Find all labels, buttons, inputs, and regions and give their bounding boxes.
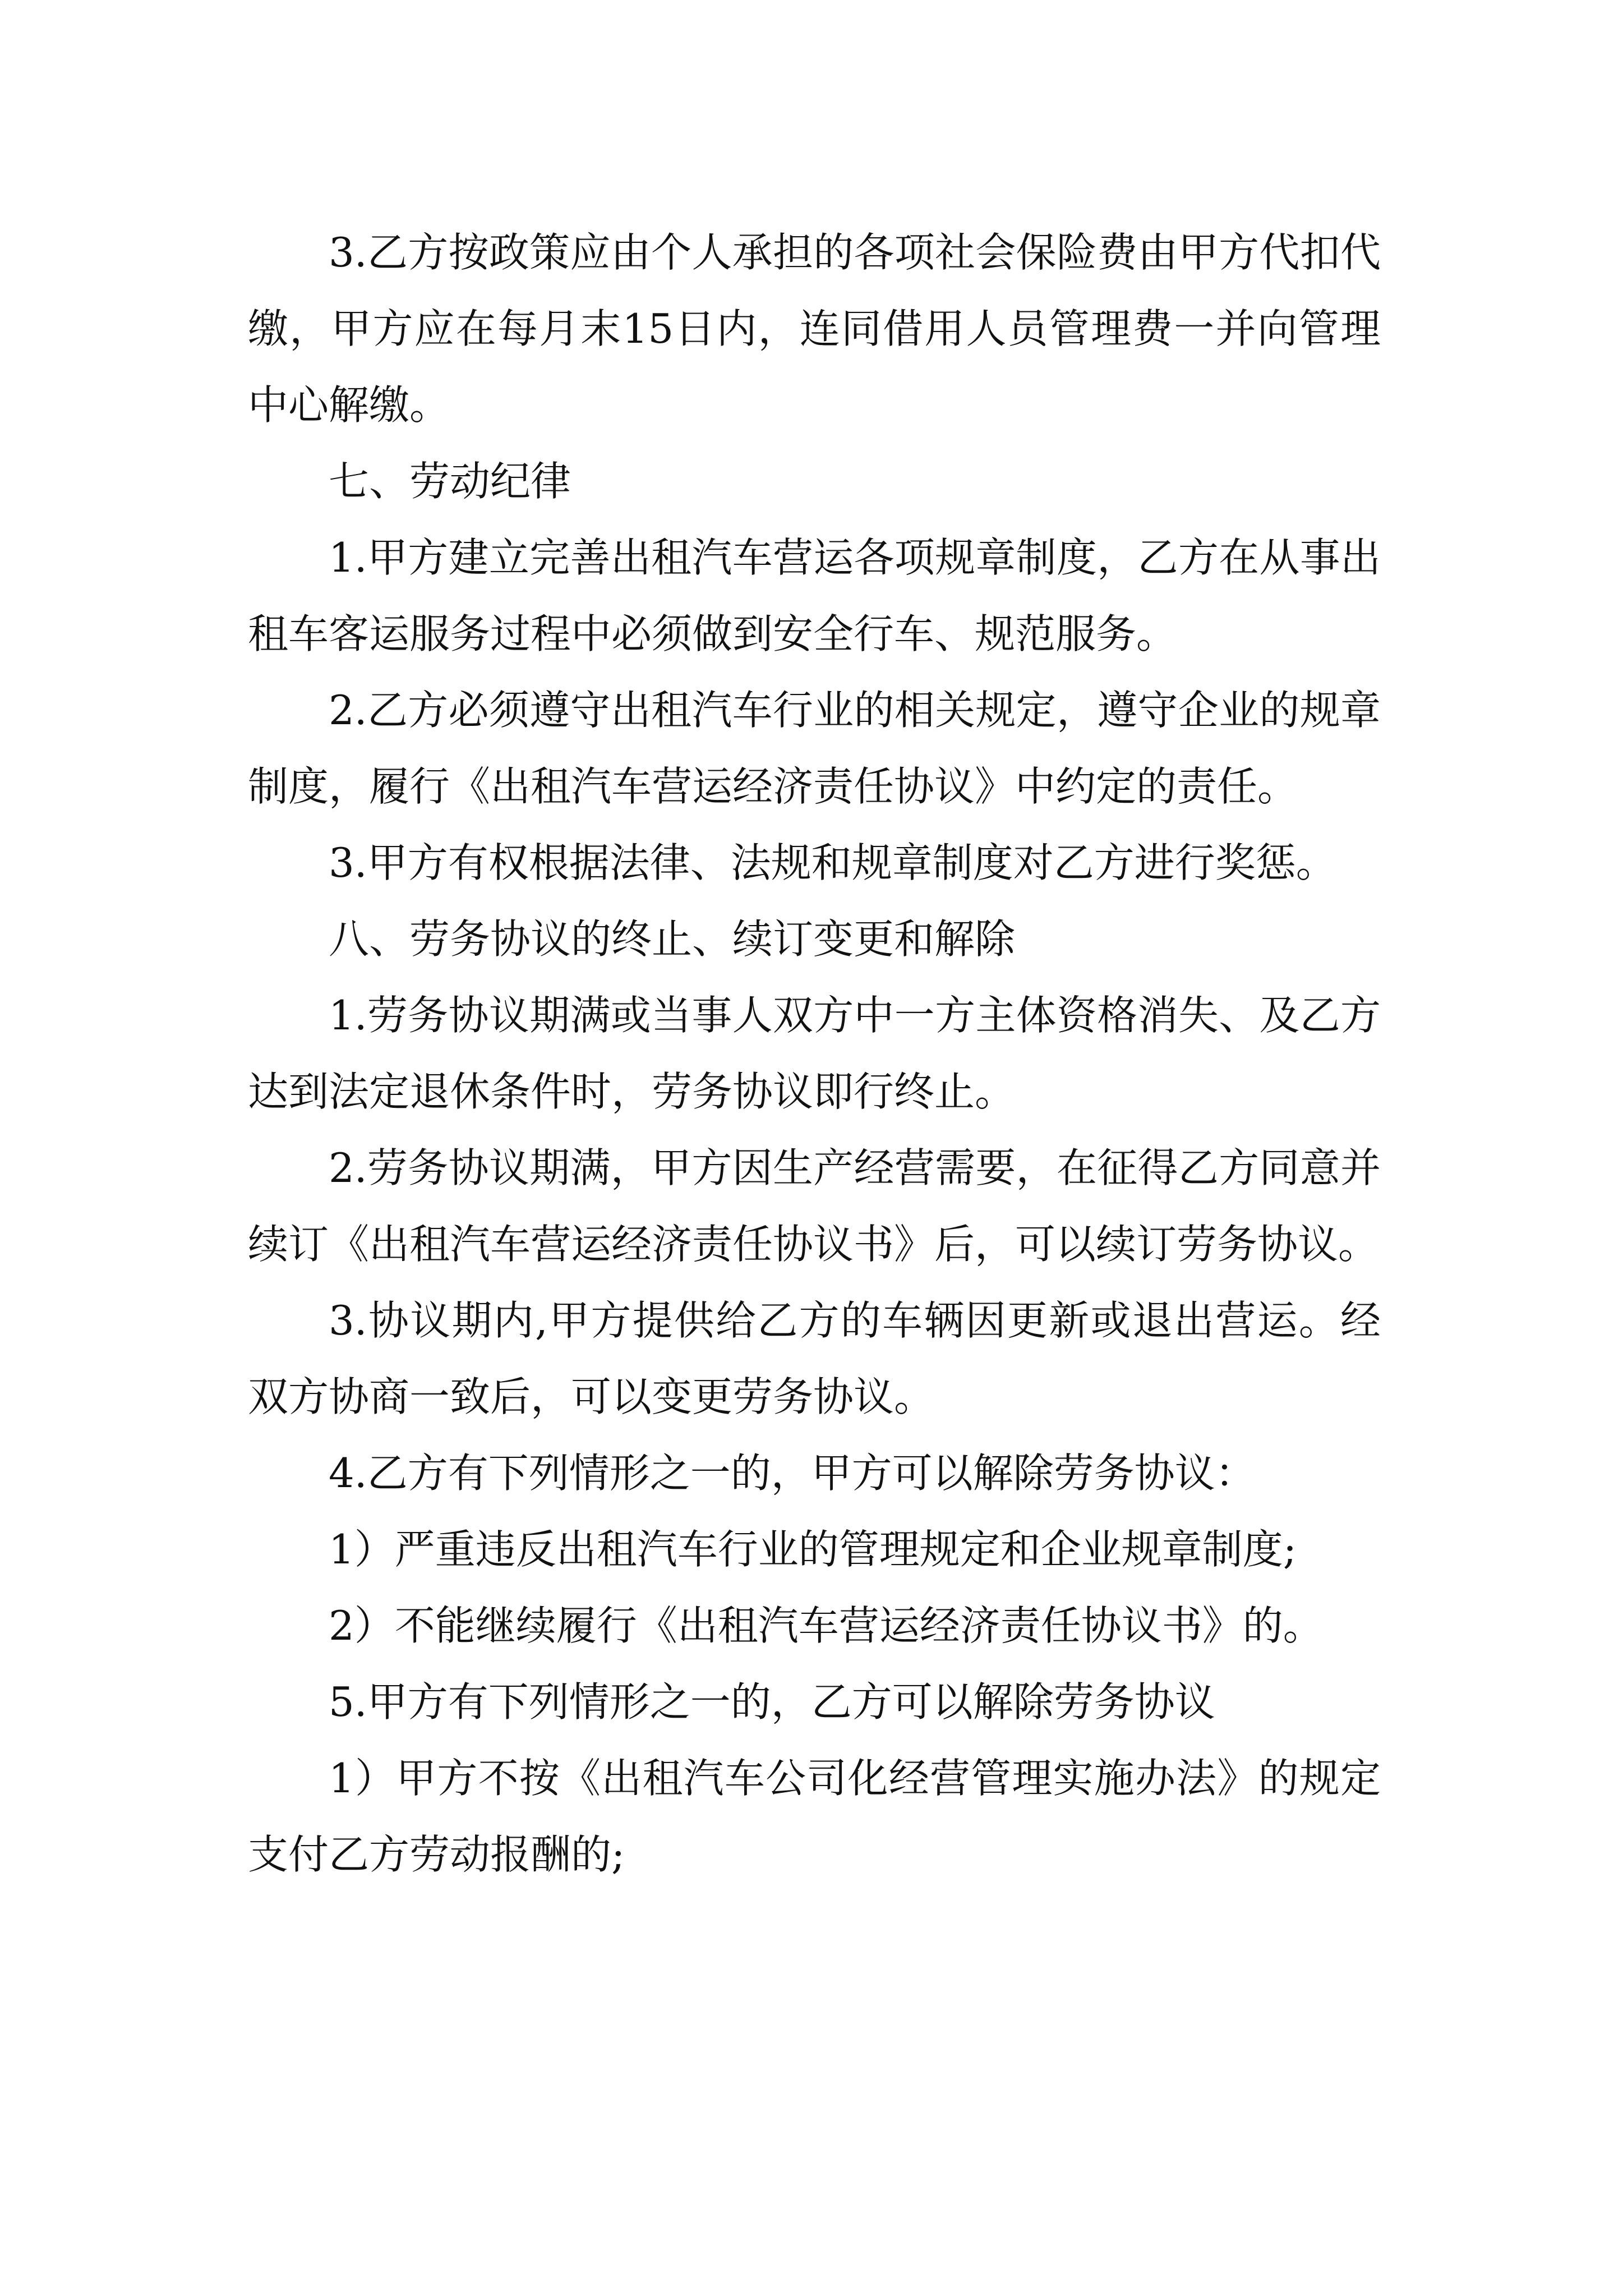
paragraph-agreement-change: 3.协议期内,甲方提供给乙方的车辆因更新或退出营运。经双方协商一致后，可以变更劳务协议。 (248, 1297, 1381, 1420)
paragraph-social-insurance: 3.乙方按政策应由个人承担的各项社会保险费由甲方代扣代缴，甲方应在每月末15日内，连同借用人员管理费一并向管理中心解缴。 (248, 229, 1381, 429)
list-item-unpaid-remuneration: 1）甲方不按《出租汽车公司化经营管理实施办法》的规定支付乙方劳动报酬的; (248, 1755, 1381, 1878)
paragraph-comply-regulations: 2.乙方必须遵守出租汽车行业的相关规定，遵守企业的规章制度，履行《出租汽车营运经济责任协议》中约定的责任。 (248, 687, 1381, 810)
section-heading-labor-discipline: 七、劳动纪律 (329, 458, 571, 505)
paragraph-agreement-renewal: 2.劳务协议期满，甲方因生产经营需要，在征得乙方同意并续订《出租汽车营运经济责任协议书》后，可以续订劳务协议。 (248, 1144, 1381, 1268)
paragraph-party-b-may-terminate: 5.甲方有下列情形之一的，乙方可以解除劳务协议 (329, 1678, 1215, 1726)
paragraph-rules-established: 1.甲方建立完善出租汽车营运各项规章制度，乙方在从事出租车客运服务过程中必须做到安全行车、规范服务。 (248, 534, 1381, 657)
list-item-serious-violation: 1）严重违反出租汽车行业的管理规定和企业规章制度; (329, 1526, 1297, 1573)
section-heading-termination: 八、劳务协议的终止、续订变更和解除 (329, 915, 1016, 963)
list-item-cannot-perform: 2）不能继续履行《出租汽车营运经济责任协议书》的。 (329, 1602, 1324, 1649)
document-body (248, 214, 1381, 1893)
paragraph-agreement-ends: 1.劳务协议期满或当事人双方中一方主体资格消失、及乙方达到法定退休条件时，劳务协议即行终止。 (248, 992, 1381, 1115)
paragraph-party-a-may-terminate: 4.乙方有下列情形之一的，甲方可以解除劳务协议： (329, 1450, 1256, 1497)
paragraph-rewards-penalties: 3.甲方有权根据法律、法规和规章制度对乙方进行奖惩。 (329, 839, 1336, 886)
